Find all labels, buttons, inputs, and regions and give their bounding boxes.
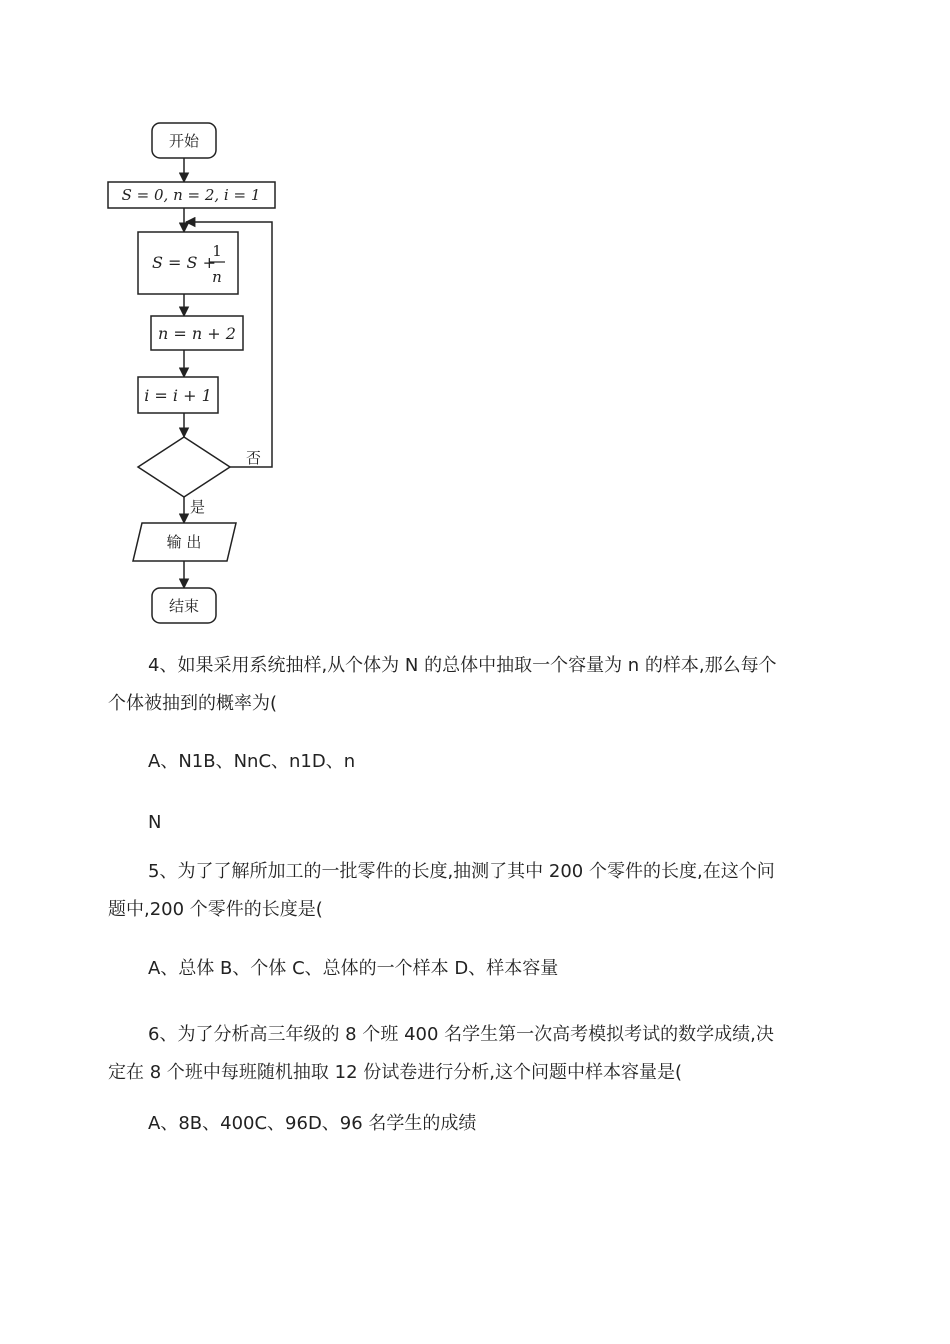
yes-label: 是	[190, 498, 206, 516]
start-label: 开始	[168, 132, 200, 150]
question-6-line2: 定在 8 个班中每班随机抽取 12 份试卷进行分析,这个问题中样本容量是(	[108, 1062, 682, 1083]
question-4	[108, 647, 843, 723]
question-4-line2: 个体被抽到的概率为(	[108, 693, 278, 714]
question-5-line2: 题中,200 个零件的长度是(	[108, 899, 323, 920]
update-n-label: n = n + 2	[158, 324, 236, 343]
question-5-line1: 5、为了了解所加工的一批零件的长度,抽测了其中 200 个零件的长度,在这个问	[148, 861, 775, 882]
init-label: S = 0, n = 2, i = 1	[121, 186, 261, 204]
output-label: 输 出	[166, 533, 202, 551]
question-4-options: A、N1B、NnC、n1D、n	[148, 751, 356, 772]
update-s-denominator: n	[212, 268, 222, 286]
update-s-numerator: 1	[212, 242, 222, 260]
question-4-extra: N	[148, 812, 162, 833]
question-6-options: A、8B、400C、96D、96 名学生的成绩	[148, 1113, 477, 1134]
update-s-lhs: S = S +	[152, 253, 216, 272]
flowchart	[0, 0, 320, 640]
no-label: 否	[246, 449, 262, 467]
question-5-options: A、总体 B、个体 C、总体的一个样本 D、样本容量	[148, 958, 559, 979]
question-4-line1: 4、如果采用系统抽样,从个体为 N 的总体中抽取一个容量为 n 的样本,那么每个	[148, 655, 777, 676]
question-5	[108, 853, 843, 929]
update-i-label: i = i + 1	[144, 386, 212, 405]
decision-diamond	[138, 437, 230, 497]
end-label: 结束	[168, 597, 200, 615]
question-6	[108, 1016, 843, 1092]
question-6-line1: 6、为了分析高三年级的 8 个班 400 名学生第一次高考模拟考试的数学成绩,决	[148, 1024, 774, 1045]
